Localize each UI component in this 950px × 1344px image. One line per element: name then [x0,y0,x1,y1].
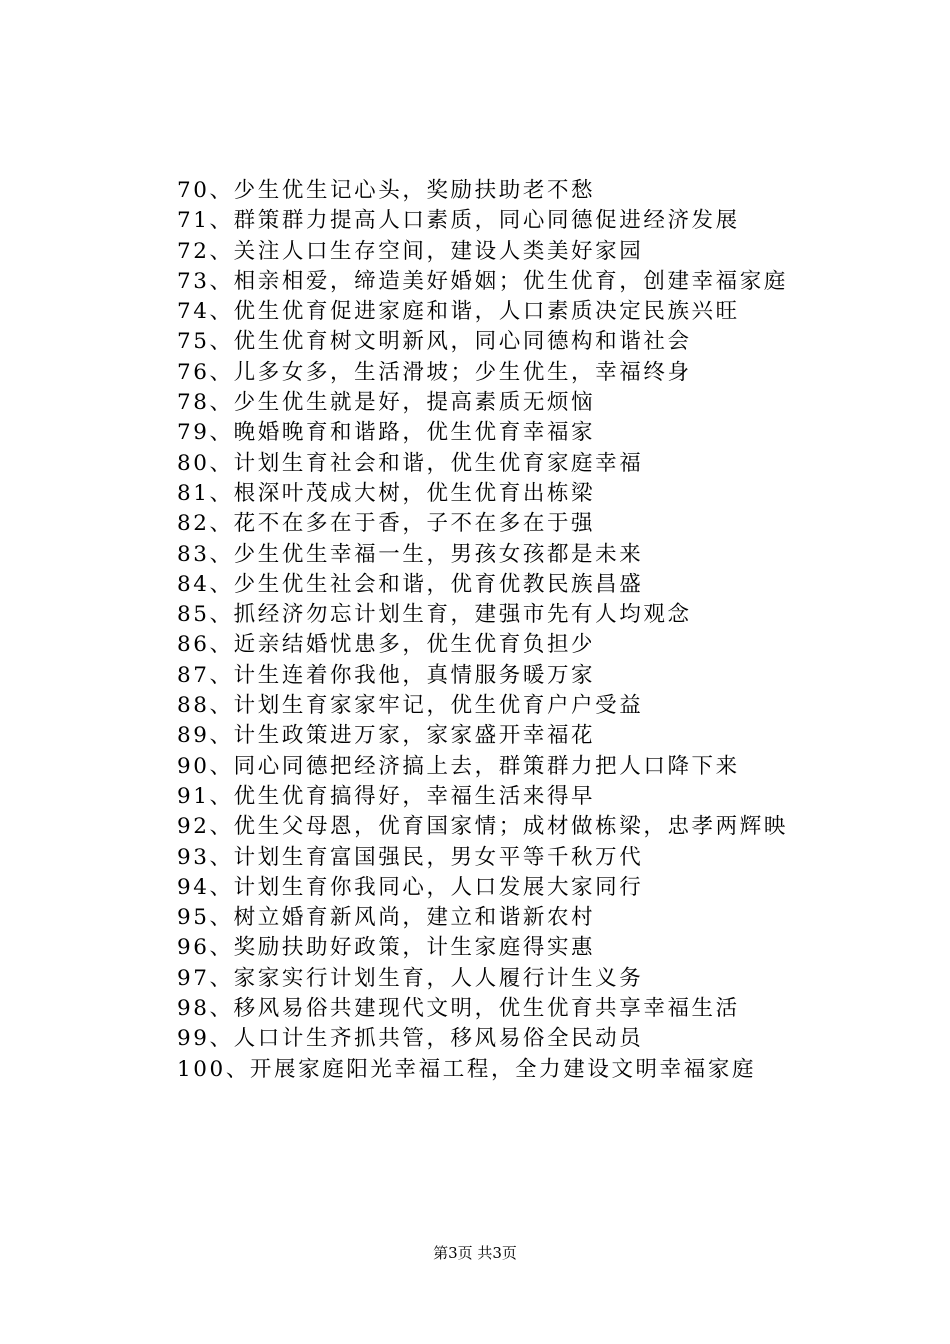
list-item: 74、优生优育促进家庭和谐，人口素质决定民族兴旺 [177,299,740,325]
list-item: 80、计划生育社会和谐，优生优育家庭幸福 [177,450,644,476]
list-item: 83、少生优生幸福一生，男孩女孩都是未来 [177,541,644,567]
list-item: 96、奖励扶助好政策，计生家庭得实惠 [177,935,596,961]
list-item: 87、计生连着你我他，真情服务暖万家 [177,662,596,688]
list-item: 76、儿多女多，生活滑坡；少生优生，幸福终身 [177,359,692,385]
list-item: 78、少生优生就是好，提高素质无烦恼 [177,390,596,416]
list-item: 91、优生优育搞得好，幸福生活来得早 [177,783,596,809]
list-item: 82、花不在多在于香，子不在多在于强 [177,511,596,537]
slogan-list [177,176,788,1085]
list-item: 100、开展家庭阳光幸福工程，全力建设文明幸福家庭 [177,1056,757,1082]
list-item: 81、根深叶茂成大树，优生优育出栋梁 [177,480,596,506]
list-item: 75、优生优育树文明新风，同心同德构和谐社会 [177,329,692,355]
list-item: 84、少生优生社会和谐，优育优教民族昌盛 [177,571,644,597]
list-item: 73、相亲相爱，缔造美好婚姻；优生优育，创建幸福家庭 [177,268,788,294]
list-item: 79、晚婚晚育和谐路，优生优育幸福家 [177,420,596,446]
list-item: 94、计划生育你我同心，人口发展大家同行 [177,874,644,900]
list-item: 70、少生优生记心头，奖励扶助老不愁 [177,178,596,203]
list-item: 92、优生父母恩，优育国家情；成材做栋梁，忠孝两辉映 [177,814,788,840]
list-item: 93、计划生育富国强民，男女平等千秋万代 [177,844,644,870]
list-item: 72、关注人口生存空间，建设人类美好家园 [177,238,644,264]
list-item: 95、树立婚育新风尚，建立和谐新农村 [177,905,596,931]
list-item: 97、家家实行计划生育，人人履行计生义务 [177,965,644,991]
list-item: 85、抓经济勿忘计划生育，建强市先有人均观念 [177,602,692,628]
list-item: 90、同心同德把经济搞上去，群策群力把人口降下来 [177,753,740,779]
page-footer: 第3页 共3页 [433,1244,517,1262]
list-item: 71、群策群力提高人口素质，同心同德促进经济发展 [177,208,740,234]
list-item: 99、人口计生齐抓共管，移风易俗全民动员 [177,1026,644,1052]
list-item: 89、计生政策进万家，家家盛开幸福花 [177,723,596,749]
list-item: 88、计划生育家家牢记，优生优育户户受益 [177,693,644,719]
list-item: 86、近亲结婚忧患多，优生优育负担少 [177,632,596,658]
list-item: 98、移风易俗共建现代文明，优生优育共享幸福生活 [177,996,740,1022]
